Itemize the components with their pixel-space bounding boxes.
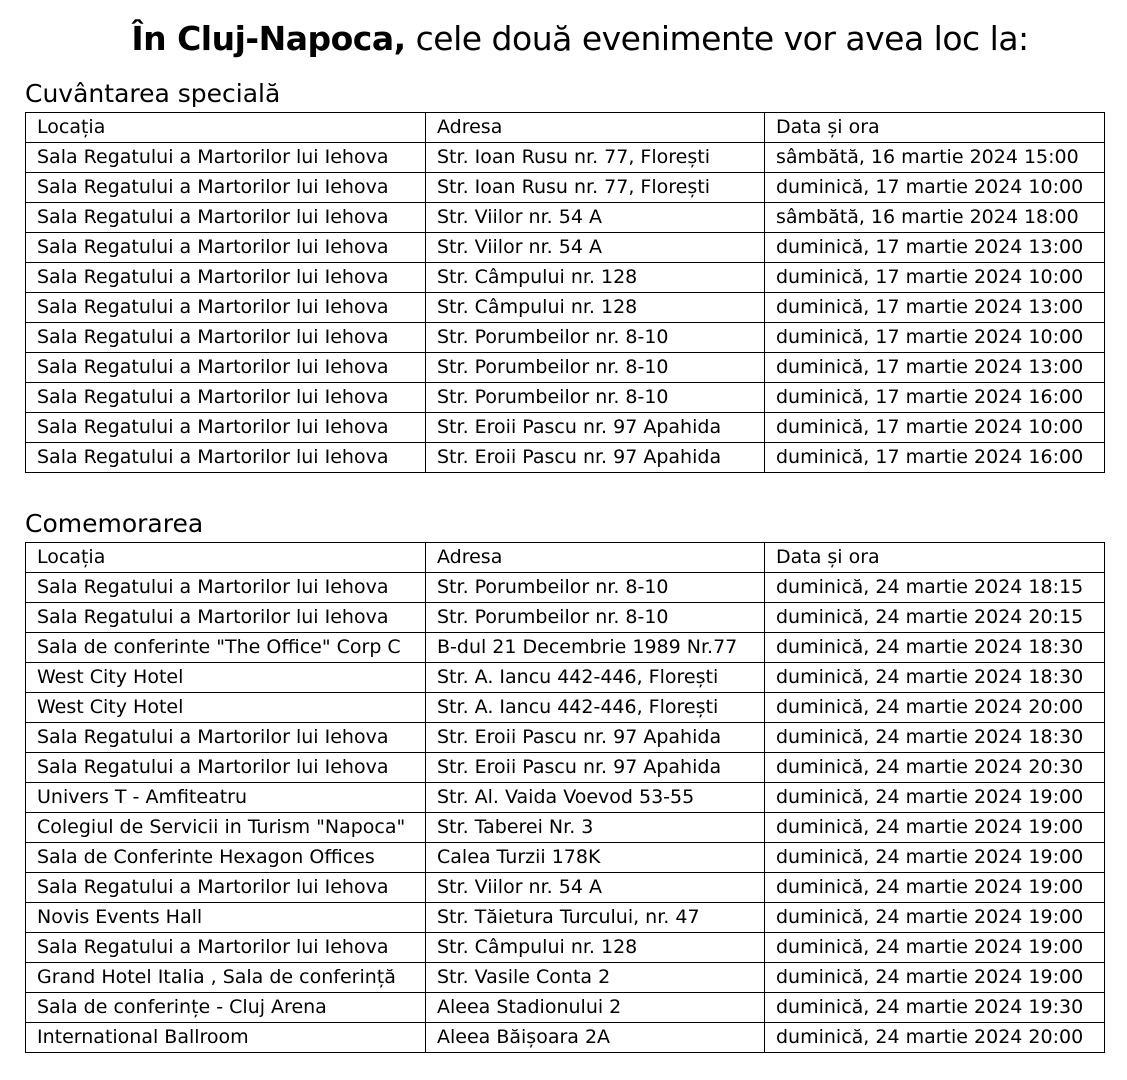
table-row [26,143,1105,173]
table-row [26,783,1105,813]
page-title-rest: cele două evenimente vor avea loc la: [405,19,1029,58]
datetime-cell: duminică, 24 martie 2024 18:30 [765,663,1105,693]
address-cell: Str. Al. Vaida Voevod 53-55 [426,783,765,813]
address-cell: Aleea Stadionului 2 [426,993,765,1023]
address-cell: Str. Viilor nr. 54 A [426,233,765,263]
datetime-cell: sâmbătă, 16 martie 2024 18:00 [765,203,1105,233]
datetime-cell: duminică, 24 martie 2024 20:00 [765,693,1105,723]
section-title-memorial: Comemorarea [25,509,204,538]
address-cell: Str. Ioan Rusu nr. 77, Florești [426,173,765,203]
location-cell: Sala Regatului a Martorilor lui Iehova [26,603,426,633]
datetime-cell: duminică, 17 martie 2024 13:00 [765,293,1105,323]
table-row [26,443,1105,473]
table-row [26,353,1105,383]
memorial-table-body [26,573,1105,1053]
address-cell: Str. A. Iancu 442-446, Florești [426,663,765,693]
location-cell: Sala Regatului a Martorilor lui Iehova [26,723,426,753]
table-row [26,293,1105,323]
address-cell: Aleea Băișoara 2A [426,1023,765,1053]
location-cell: West City Hotel [26,693,426,723]
table-row [26,963,1105,993]
location-cell: Sala Regatului a Martorilor lui Iehova [26,203,426,233]
special-talk-table-body [26,143,1105,473]
address-cell: Str. Eroii Pascu nr. 97 Apahida [426,753,765,783]
column-header-location: Locația [26,113,426,143]
page-title [0,14,1127,64]
address-cell: Str. Eroii Pascu nr. 97 Apahida [426,443,765,473]
table-row [26,933,1105,963]
datetime-cell: duminică, 24 martie 2024 20:00 [765,1023,1105,1053]
table-row [26,663,1105,693]
datetime-cell: sâmbătă, 16 martie 2024 15:00 [765,143,1105,173]
table-row [26,323,1105,353]
datetime-cell: duminică, 17 martie 2024 10:00 [765,173,1105,203]
table-row [26,723,1105,753]
datetime-cell: duminică, 24 martie 2024 18:15 [765,573,1105,603]
table-row [26,233,1105,263]
location-cell: Sala Regatului a Martorilor lui Iehova [26,263,426,293]
table-row [26,813,1105,843]
table-row [26,383,1105,413]
location-cell: Sala Regatului a Martorilor lui Iehova [26,753,426,783]
table-row [26,843,1105,873]
location-cell: Sala Regatului a Martorilor lui Iehova [26,933,426,963]
datetime-cell: duminică, 17 martie 2024 10:00 [765,323,1105,353]
special-talk-table [25,112,1105,473]
table-row [26,993,1105,1023]
datetime-cell: duminică, 17 martie 2024 10:00 [765,413,1105,443]
table-row [26,1023,1105,1053]
table-row [26,603,1105,633]
datetime-cell: duminică, 24 martie 2024 19:00 [765,933,1105,963]
address-cell: B-dul 21 Decembrie 1989 Nr.77 [426,633,765,663]
column-header-datetime: Data și ora [765,543,1105,573]
table-row [26,573,1105,603]
address-cell: Str. Eroii Pascu nr. 97 Apahida [426,413,765,443]
datetime-cell: duminică, 17 martie 2024 13:00 [765,233,1105,263]
memorial-table [25,542,1105,1053]
column-header-address: Adresa [426,113,765,143]
datetime-cell: duminică, 24 martie 2024 19:30 [765,993,1105,1023]
address-cell: Str. Viilor nr. 54 A [426,203,765,233]
datetime-cell: duminică, 24 martie 2024 19:00 [765,843,1105,873]
location-cell: Sala Regatului a Martorilor lui Iehova [26,233,426,263]
location-cell: Sala Regatului a Martorilor lui Iehova [26,413,426,443]
datetime-cell: duminică, 17 martie 2024 13:00 [765,353,1105,383]
location-cell: Sala Regatului a Martorilor lui Iehova [26,353,426,383]
datetime-cell: duminică, 24 martie 2024 20:30 [765,753,1105,783]
address-cell: Str. Porumbeilor nr. 8-10 [426,383,765,413]
location-cell: Colegiul de Servicii in Turism "Napoca" [26,813,426,843]
datetime-cell: duminică, 24 martie 2024 18:30 [765,633,1105,663]
location-cell: International Ballroom [26,1023,426,1053]
table-header-row [26,543,1105,573]
table-row [26,263,1105,293]
location-cell: Sala Regatului a Martorilor lui Iehova [26,873,426,903]
datetime-cell: duminică, 24 martie 2024 18:30 [765,723,1105,753]
table-row [26,413,1105,443]
datetime-cell: duminică, 17 martie 2024 16:00 [765,383,1105,413]
address-cell: Str. Tăietura Turcului, nr. 47 [426,903,765,933]
location-cell: Novis Events Hall [26,903,426,933]
datetime-cell: duminică, 24 martie 2024 19:00 [765,783,1105,813]
address-cell: Str. Eroii Pascu nr. 97 Apahida [426,723,765,753]
location-cell: West City Hotel [26,663,426,693]
location-cell: Sala Regatului a Martorilor lui Iehova [26,173,426,203]
address-cell: Str. Vasile Conta 2 [426,963,765,993]
column-header-address: Adresa [426,543,765,573]
table-row [26,753,1105,783]
table-row [26,173,1105,203]
location-cell: Sala de conferințe - Cluj Arena [26,993,426,1023]
table-row [26,693,1105,723]
datetime-cell: duminică, 17 martie 2024 10:00 [765,263,1105,293]
address-cell: Str. Viilor nr. 54 A [426,873,765,903]
section-title-special-talk: Cuvântarea specială [25,79,281,108]
table-header-row [26,113,1105,143]
datetime-cell: duminică, 24 martie 2024 19:00 [765,873,1105,903]
address-cell: Calea Turzii 178K [426,843,765,873]
datetime-cell: duminică, 17 martie 2024 16:00 [765,443,1105,473]
location-cell: Sala Regatului a Martorilor lui Iehova [26,143,426,173]
address-cell: Str. Porumbeilor nr. 8-10 [426,603,765,633]
table-row [26,903,1105,933]
address-cell: Str. A. Iancu 442-446, Florești [426,693,765,723]
table-row [26,203,1105,233]
address-cell: Str. Câmpului nr. 128 [426,293,765,323]
address-cell: Str. Porumbeilor nr. 8-10 [426,323,765,353]
location-cell: Sala Regatului a Martorilor lui Iehova [26,573,426,603]
datetime-cell: duminică, 24 martie 2024 20:15 [765,603,1105,633]
address-cell: Str. Câmpului nr. 128 [426,263,765,293]
address-cell: Str. Ioan Rusu nr. 77, Florești [426,143,765,173]
table-row [26,633,1105,663]
location-cell: Sala de conferinte "The Office" Corp C [26,633,426,663]
table-row [26,873,1105,903]
address-cell: Str. Câmpului nr. 128 [426,933,765,963]
location-cell: Sala de Conferinte Hexagon Offices [26,843,426,873]
address-cell: Str. Porumbeilor nr. 8-10 [426,353,765,383]
location-cell: Sala Regatului a Martorilor lui Iehova [26,383,426,413]
location-cell: Sala Regatului a Martorilor lui Iehova [26,293,426,323]
location-cell: Univers T - Amfiteatru [26,783,426,813]
address-cell: Str. Taberei Nr. 3 [426,813,765,843]
datetime-cell: duminică, 24 martie 2024 19:00 [765,963,1105,993]
location-cell: Sala Regatului a Martorilor lui Iehova [26,443,426,473]
location-cell: Grand Hotel Italia , Sala de conferință [26,963,426,993]
column-header-location: Locația [26,543,426,573]
datetime-cell: duminică, 24 martie 2024 19:00 [765,903,1105,933]
page-title-city: În Cluj-Napoca, [131,19,406,58]
column-header-datetime: Data și ora [765,113,1105,143]
address-cell: Str. Porumbeilor nr. 8-10 [426,573,765,603]
location-cell: Sala Regatului a Martorilor lui Iehova [26,323,426,353]
datetime-cell: duminică, 24 martie 2024 19:00 [765,813,1105,843]
